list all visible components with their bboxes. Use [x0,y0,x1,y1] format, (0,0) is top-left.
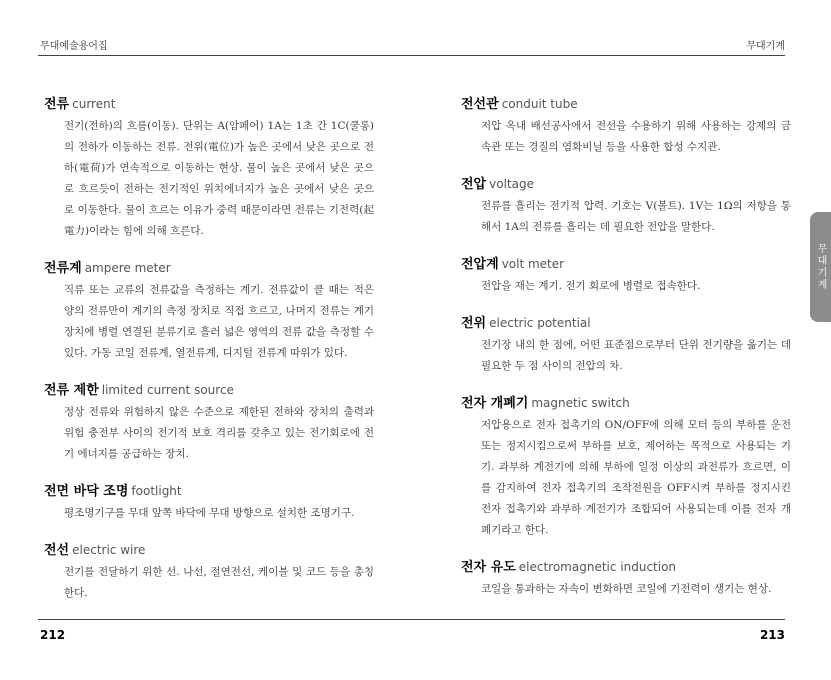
term-korean: 전면 바닥 조명 [44,484,129,499]
entry-limited-current-source [44,380,374,465]
entry-current [44,94,374,242]
entry-definition: 전기를 전달하기 위한 선. 나선, 절연전선, 케이블 및 코드 등을 총칭한다. [64,566,374,599]
entry-footlight [44,481,374,524]
entry-term [44,258,374,279]
section-side-tab [810,212,831,322]
term-english: conduit tube [501,97,578,111]
entry-electromagnetic-induction [461,557,791,600]
term-korean: 전선관 [461,97,499,112]
entry-term [461,393,791,414]
entry-definition: 코일을 통과하는 자속이 변화하면 코일에 기전력이 생기는 현상. [481,583,772,595]
running-header-left: 무대예술용어집 [40,41,108,52]
entry-term [461,254,791,275]
term-korean: 전류 제한 [44,383,99,398]
entry-definition: 저압 옥내 배선공사에서 전선을 수용하기 위해 사용하는 강제의 금속관 또는 경질의 염화비닐 등을 사용한 합성 수지관. [481,120,791,153]
term-english: ampere meter [84,261,171,275]
entry-ampere-meter [44,258,374,364]
entry-term [44,481,374,502]
term-korean: 전선 [44,543,70,558]
entry-term [44,380,374,401]
right-column [461,94,791,616]
term-korean: 전류계 [44,261,82,276]
entry-term [44,94,374,115]
term-english: limited current source [101,383,234,397]
running-header-right: 무대기계 [746,41,785,52]
entry-definition: 전압을 재는 계기. 전기 회로에 병렬로 접속한다. [481,280,701,292]
entry-magnetic-switch [461,393,791,541]
entry-electric-potential [461,313,791,377]
term-korean: 전류 [44,97,70,112]
term-english: electric wire [72,543,146,557]
entry-term [44,540,374,561]
term-english: current [72,97,116,111]
term-english: volt meter [501,257,565,271]
entry-term [461,557,791,578]
entry-definition: 평조명기구를 무대 앞쪽 바닥에 무대 방향으로 설치한 조명기구. [64,507,355,519]
entry-definition: 정상 전류와 위험하지 않은 수준으로 제한된 전하와 장치의 출력과 위험 충전부 사이의 전기적 보호 격리를 갖추고 있는 전기회로에 전기 에너지를 공급하는 장치. [64,406,374,460]
term-english: voltage [489,177,534,191]
entry-definition: 전기장 내의 한 점에, 어떤 표준점으로부터 단위 전기량을 옮기는 데 필요한 두 점 사이의 전압의 차. [481,339,791,372]
entry-term [461,313,791,334]
page-number-left: 212 [40,628,66,642]
term-korean: 전위 [461,316,487,331]
term-korean: 전자 개폐기 [461,396,529,411]
term-korean: 전압계 [461,257,499,272]
entry-definition: 저압용으로 전자 접촉기의 ON/OFF에 의해 모터 등의 부하를 운전 또는 정지시킴으로써 부하를 보호, 제어하는 목적으로 사용되는 기기. 과부하 계전기에 의해 부하에 일정 이상의 과전류가 흐르면, 이를 감지하여 전자 접촉기의 조작전원을 OFF시켜 부하를 정지시킨 전자 접촉기와 과부하 계전기가 조합되어 사용되는데 이를 전자 개폐기라고 한다. [481,419,791,536]
header-rule [38,55,785,56]
left-column [44,94,374,620]
side-tab-label: 무대기계 [815,243,826,291]
term-korean: 전압 [461,177,487,192]
entry-definition: 직류 또는 교류의 전류값을 측정하는 계기. 전류값이 클 때는 적은 양의 전류만이 계기의 측정 장치로 직접 흐르고, 나머지 전류는 계기 장치에 병렬 연결된 분류기로 흘러 넓은 영역의 전류 값을 측정할 수 있다. 가동 코일 전류계, 열전류계, 디지털 전류계 따위가 있다. [64,284,374,359]
entry-term [461,174,791,195]
entry-conduit-tube [461,94,791,158]
entry-volt-meter [461,254,791,297]
footer-rule [38,619,785,620]
term-english: electromagnetic induction [518,560,677,574]
term-english: magnetic switch [531,396,630,410]
entry-term [461,94,791,115]
term-english: electric potential [489,316,591,330]
entry-definition: 전기(전하)의 흐름(이동). 단위는 A(암페어) 1A는 1초 간 1C(쿨롱)의 전하가 이동하는 전류. 전위(電位)가 높은 곳에서 낮은 곳으로 전하(電荷)가 연속적으로 이동하는 현상. 물이 높은 곳에서 낮은 곳으로 흐르듯이 전하는 전기적인 위치에너지가 높은 곳에서 낮은 곳으로 이동한다. 물이 흐르는 이유가 중력 때문이라면 전류는 기전력(起電力)이라는 힘에 의해 흐른다. [64,120,374,237]
page-number-right: 213 [759,628,785,642]
term-korean: 전자 유도 [461,560,516,575]
entry-electric-wire [44,540,374,604]
entry-voltage [461,174,791,238]
entry-definition: 전류를 흘리는 전기적 압력. 기호는 V(볼트). 1V는 1Ω의 저항을 통해서 1A의 전류를 흘리는 데 필요한 전압을 말한다. [481,200,791,233]
term-english: footlight [131,484,182,498]
